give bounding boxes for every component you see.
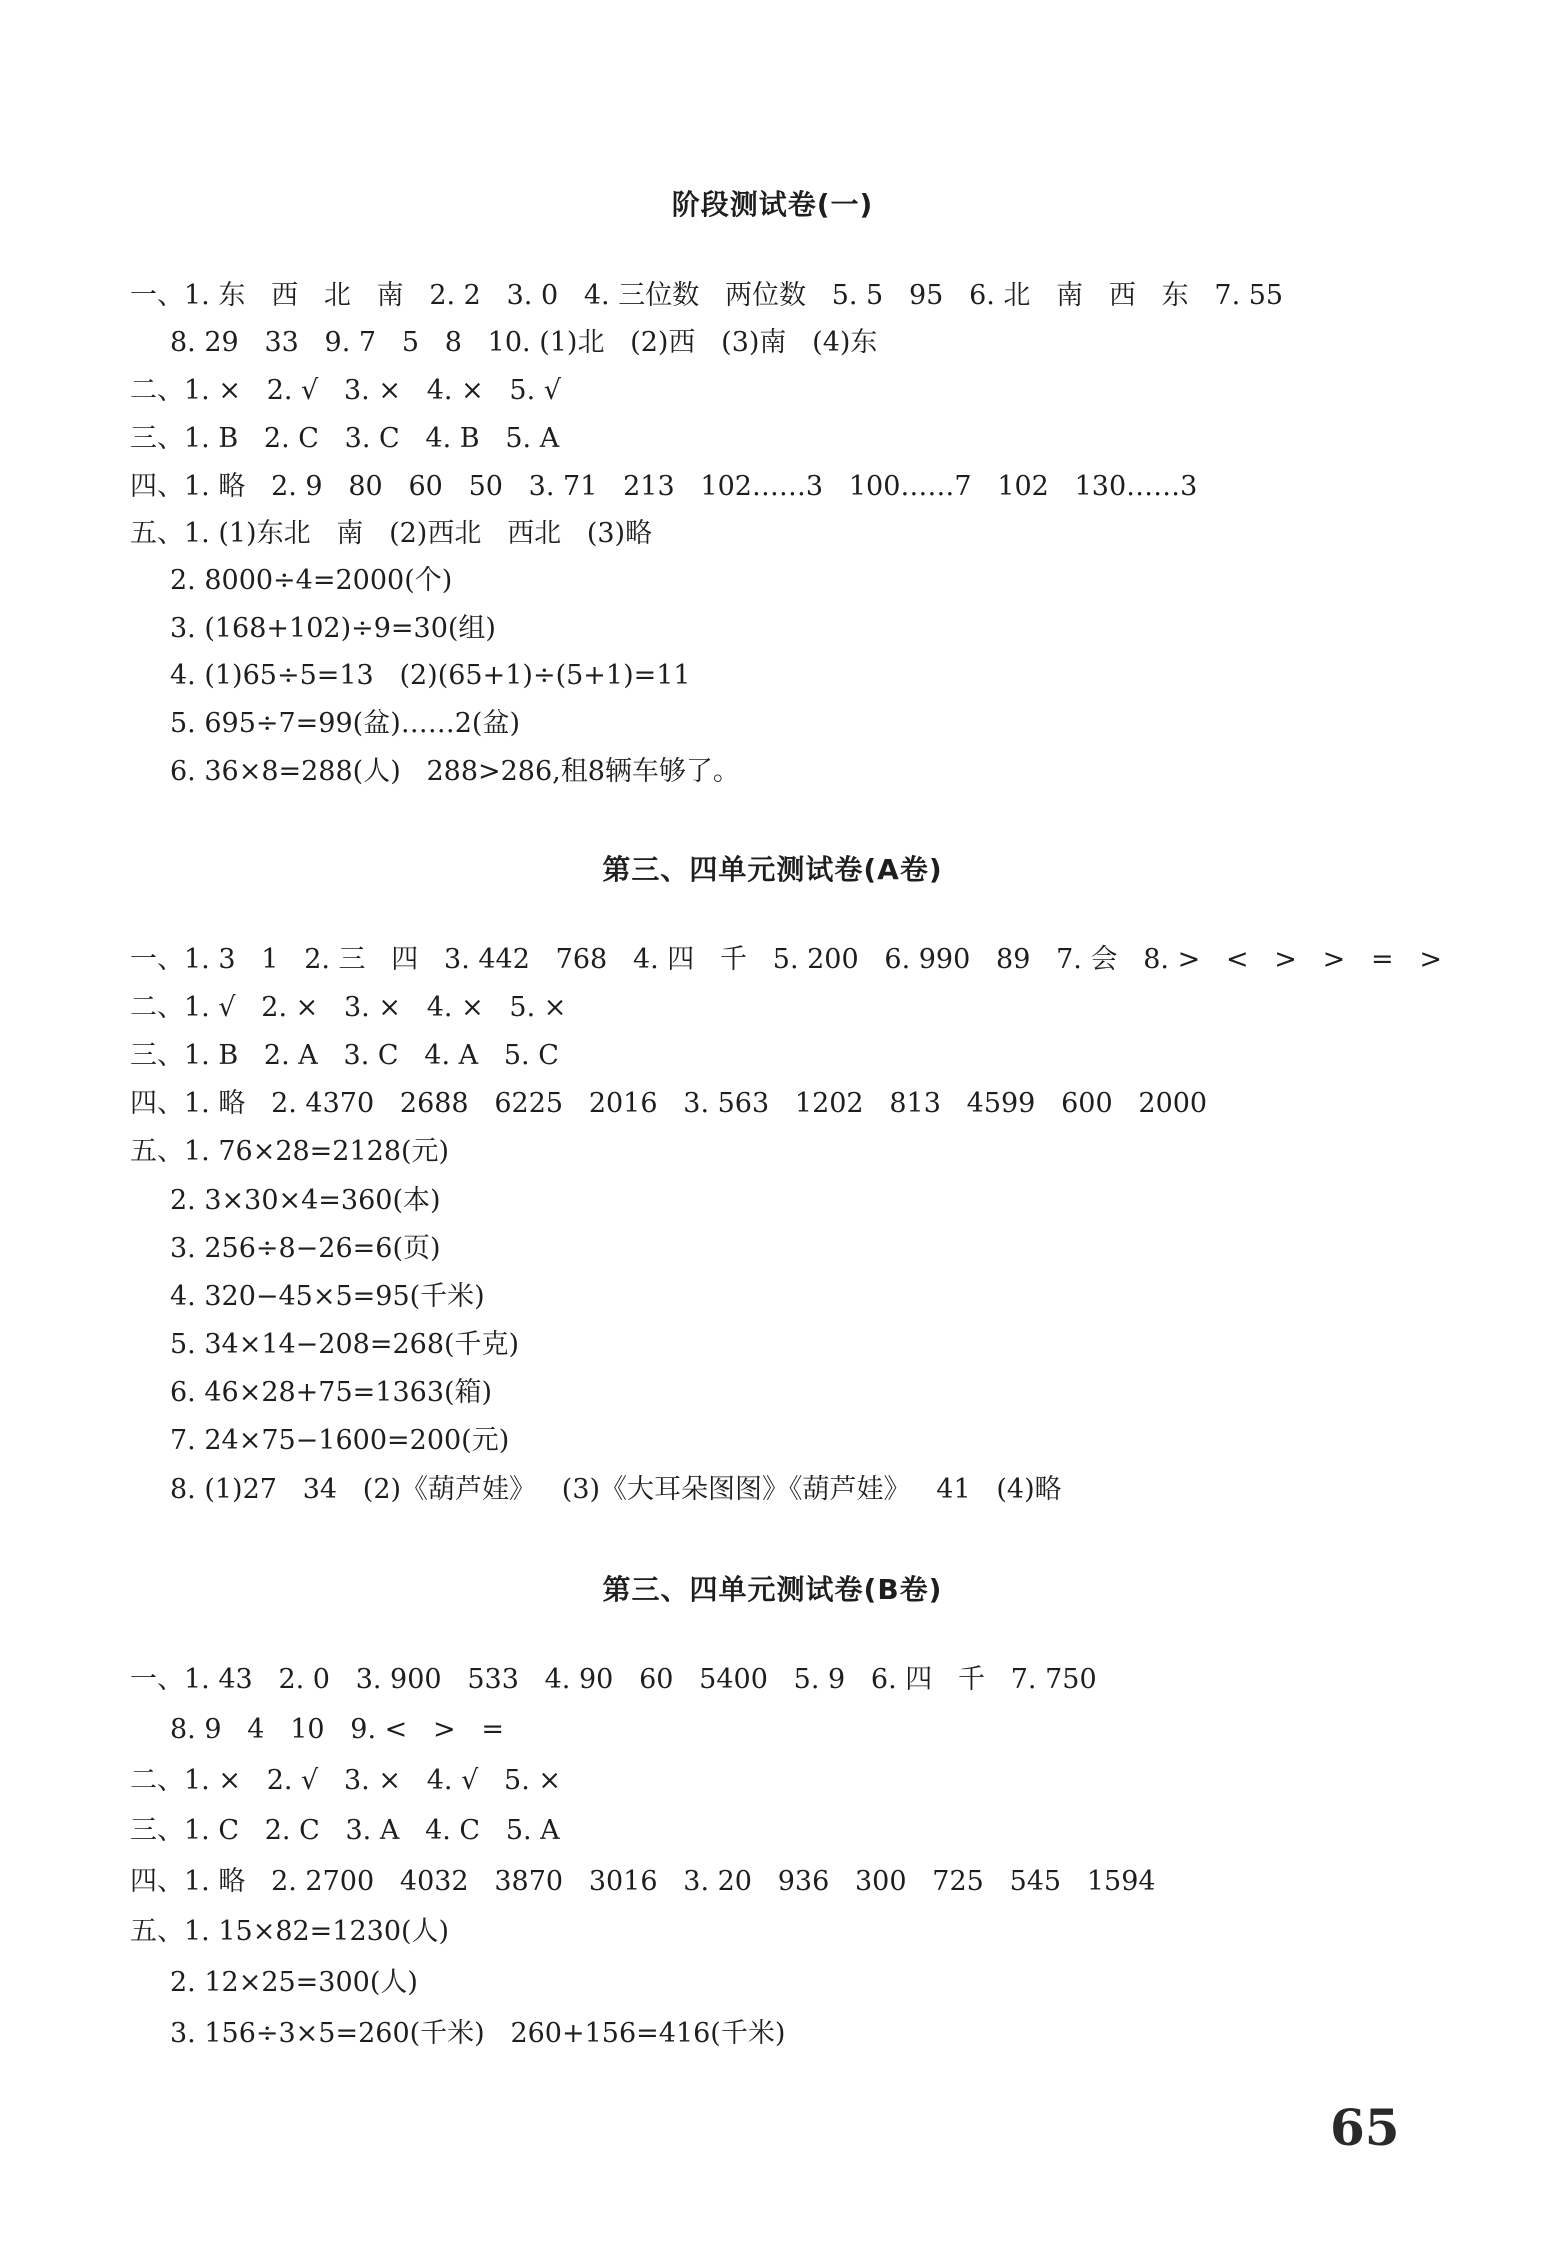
- section-title: 第三、四单元测试卷(B卷): [602, 1573, 943, 1606]
- answer-line: 三、1. B 2. C 3. C 4. B 5. A: [130, 423, 560, 454]
- answer-line: 五、1. 15×82=1230(人): [130, 1916, 450, 1947]
- answer-line: 7. 24×75−1600=200(元): [170, 1425, 510, 1456]
- answer-line: 4. 320−45×5=95(千米): [170, 1281, 485, 1312]
- answer-line: 五、1. (1)东北 南 (2)西北 西北 (3)略: [130, 518, 653, 549]
- answer-line: 2. 12×25=300(人): [170, 1967, 418, 1998]
- answer-line: 8. (1)27 34 (2)《葫芦娃》 (3)《大耳朵图图》《葫芦娃》 41 (4)略: [170, 1474, 1062, 1505]
- answer-line: 一、1. 43 2. 0 3. 900 533 4. 90 60 5400 5. 9 6. 四 千 7. 750: [130, 1664, 1097, 1695]
- answer-line: 一、1. 东 西 北 南 2. 2 3. 0 4. 三位数 两位数 5. 5 95 6. 北 南 西 东 7. 55: [130, 280, 1284, 311]
- answer-line: 二、1. × 2. √ 3. × 4. × 5. √: [130, 375, 561, 406]
- answer-line: 6. 36×8=288(人) 288>286,租8辆车够了。: [170, 756, 740, 787]
- answer-line: 2. 8000÷4=2000(个): [170, 565, 453, 596]
- answer-line: 8. 29 33 9. 7 5 8 10. (1)北 (2)西 (3)南 (4)东: [170, 327, 878, 358]
- answer-line: 一、1. 3 1 2. 三 四 3. 442 768 4. 四 千 5. 200 6. 990 89 7. 会 8. > < > > = >: [130, 944, 1443, 975]
- section-title: 第三、四单元测试卷(A卷): [602, 853, 943, 886]
- answer-line: 4. (1)65÷5=13 (2)(65+1)÷(5+1)=11: [170, 660, 691, 691]
- answer-line: 三、1. C 2. C 3. A 4. C 5. A: [130, 1815, 560, 1846]
- answer-line: 5. 34×14−208=268(千克): [170, 1329, 520, 1360]
- answer-line: 四、1. 略 2. 4370 2688 6225 2016 3. 563 1202 813 4599 600 2000: [130, 1088, 1208, 1119]
- section-title: 阶段测试卷(一): [671, 188, 874, 221]
- answer-line: 3. 256÷8−26=6(页): [170, 1233, 441, 1264]
- answer-line: 二、1. √ 2. × 3. × 4. × 5. ×: [130, 992, 567, 1023]
- answer-line: 6. 46×28+75=1363(箱): [170, 1377, 493, 1408]
- page-number: 65: [1330, 2098, 1400, 2157]
- answer-line: 2. 3×30×4=360(本): [170, 1185, 441, 1216]
- answer-line: 四、1. 略 2. 9 80 60 50 3. 71 213 102……3 100……7 102 130……3: [130, 471, 1198, 502]
- answer-line: 三、1. B 2. A 3. C 4. A 5. C: [130, 1040, 559, 1071]
- answer-line: 5. 695÷7=99(盆)……2(盆): [170, 708, 520, 739]
- answer-line: 二、1. × 2. √ 3. × 4. √ 5. ×: [130, 1765, 561, 1796]
- answer-line: 四、1. 略 2. 2700 4032 3870 3016 3. 20 936 300 725 545 1594: [130, 1866, 1156, 1897]
- answer-line: 8. 9 4 10 9. < > =: [170, 1714, 505, 1745]
- answer-line: 3. 156÷3×5=260(千米) 260+156=416(千米): [170, 2018, 786, 2049]
- answer-line: 五、1. 76×28=2128(元): [130, 1136, 450, 1167]
- answer-line: 3. (168+102)÷9=30(组): [170, 613, 496, 644]
